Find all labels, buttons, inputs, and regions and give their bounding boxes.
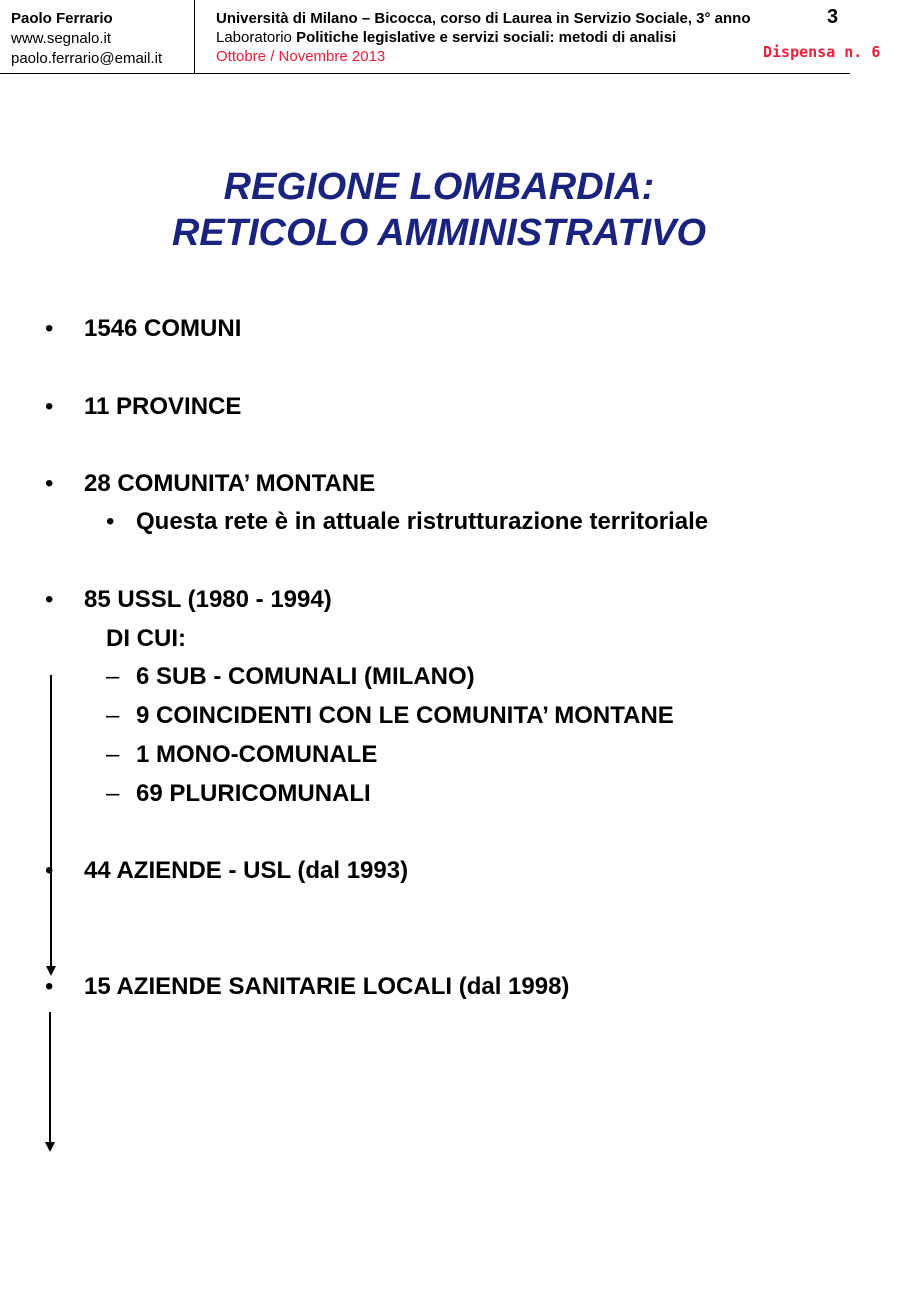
bullet-icon: • — [45, 470, 54, 497]
item-pluricomunali: 69 PLURICOMUNALI — [136, 780, 371, 807]
author-email: paolo.ferrario@email.it — [11, 50, 163, 67]
author-website: www.segnalo.it — [11, 30, 112, 47]
arrow-down-icon — [45, 1142, 55, 1152]
author-name: Paolo Ferrario — [11, 10, 113, 27]
lab-line — [216, 28, 751, 47]
page-header — [0, 0, 900, 76]
item-coincidenti: 9 COINCIDENTI CON LE COMUNITA’ MONTANE — [136, 702, 674, 729]
dash-icon: – — [106, 741, 120, 768]
bullet-icon: • — [45, 393, 54, 420]
item-ussl: 85 USSL (1980 - 1994) — [84, 586, 332, 613]
lab-prefix: Laboratorio — [216, 29, 297, 46]
item-province: 11 PROVINCE — [84, 393, 242, 420]
dispensa-label: Dispensa n. 6 — [763, 43, 881, 61]
arrow-line — [50, 675, 52, 967]
bullet-icon: • — [45, 857, 54, 884]
period-line: Ottobre / Novembre 2013 — [216, 48, 386, 65]
bullet-icon: • — [45, 586, 54, 613]
item-di-cui: DI CUI: — [106, 625, 186, 652]
header-rule — [0, 73, 850, 74]
header-divider — [194, 0, 195, 74]
item-asl: 15 AZIENDE SANITARIE LOCALI (dal 1998) — [84, 973, 570, 1000]
dash-icon: – — [106, 780, 120, 807]
bullet-icon: • — [45, 973, 54, 1000]
bullet-icon: • — [45, 315, 54, 342]
title-line-2: RETICOLO AMMINISTRATIVO — [171, 212, 707, 254]
item-comunita: 28 COMUNITA’ MONTANE — [84, 470, 376, 497]
arrow-line — [49, 1012, 51, 1143]
title-line-1: REGIONE LOMBARDIA: — [223, 166, 655, 208]
lab-title: Politiche legislative e servizi sociali: metodi di analisi — [296, 29, 677, 46]
author-block — [11, 9, 162, 69]
item-aziende-usl: 44 AZIENDE - USL (dal 1993) — [84, 857, 409, 884]
item-mono-comunale: 1 MONO-COMUNALE — [136, 741, 378, 768]
item-sub-comunali: 6 SUB - COMUNALI (MILANO) — [136, 663, 475, 690]
university-line: Università di Milano – Bicocca, corso di Laurea in Servizio Sociale, 3° anno — [216, 10, 751, 27]
item-comunita-note: Questa rete è in attuale ristrutturazione territoriale — [136, 508, 709, 535]
dash-icon: – — [106, 702, 120, 729]
item-comuni: 1546 COMUNI — [84, 315, 242, 342]
course-block — [216, 9, 751, 66]
dash-icon: – — [106, 663, 120, 690]
page-title — [0, 164, 878, 256]
page-number: 3 — [827, 6, 839, 28]
sub-bullet-icon: • — [106, 508, 115, 535]
